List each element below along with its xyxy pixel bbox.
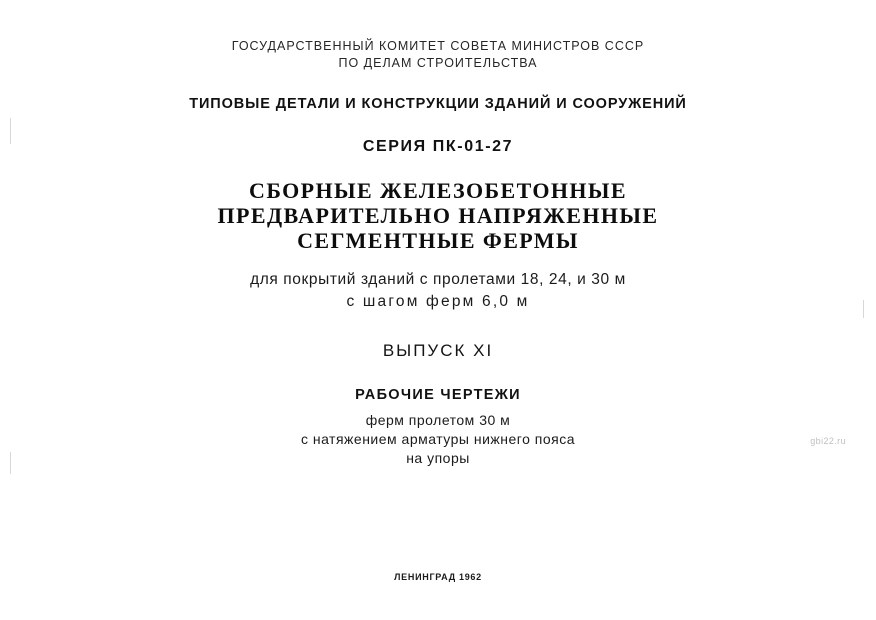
- main-title: [0, 178, 876, 253]
- subtitle: [0, 269, 876, 313]
- document-content: [0, 38, 876, 468]
- working-desc-line-2: с натяжением арматуры нижнего пояса: [300, 431, 576, 447]
- issue-number: ВЫПУСК XI: [382, 341, 494, 360]
- series-number: СЕРИЯ ПК-01-27: [362, 138, 514, 155]
- organization-line-1: ГОСУДАРСТВЕННЫЙ КОМИТЕТ СОВЕТА МИНИСТРОВ СССР: [231, 39, 645, 53]
- main-title-line-2: ПРЕДВАРИТЕЛЬНО НАПРЯЖЕННЫЕ: [217, 203, 659, 228]
- main-title-line-3: СЕГМЕНТНЫЕ ФЕРМЫ: [297, 228, 579, 253]
- organization-header: [0, 38, 876, 72]
- organization-line-2: ПО ДЕЛАМ СТРОИТЕЛЬСТВА: [338, 56, 538, 70]
- subtitle-line-2: с шагом ферм 6,0 м: [346, 293, 530, 310]
- subtitle-line-1: для покрытий зданий с пролетами 18, 24, и 30 м: [250, 271, 626, 288]
- watermark: gbi22.ru: [810, 436, 846, 446]
- working-drawings-description: [0, 411, 876, 468]
- working-desc-line-3: на упоры: [406, 450, 470, 466]
- main-title-line-1: СБОРНЫЕ ЖЕЛЕЗОБЕТОННЫЕ: [249, 178, 627, 203]
- group-title: ТИПОВЫЕ ДЕТАЛИ И КОНСТРУКЦИИ ЗДАНИЙ И СООРУЖЕНИЙ: [189, 96, 687, 112]
- working-drawings-title: РАБОЧИЕ ЧЕРТЕЖИ: [355, 387, 521, 403]
- working-desc-line-1: ферм пролетом 30 м: [365, 412, 511, 428]
- publication-footer: ЛЕНИНГРАД 1962: [394, 572, 482, 582]
